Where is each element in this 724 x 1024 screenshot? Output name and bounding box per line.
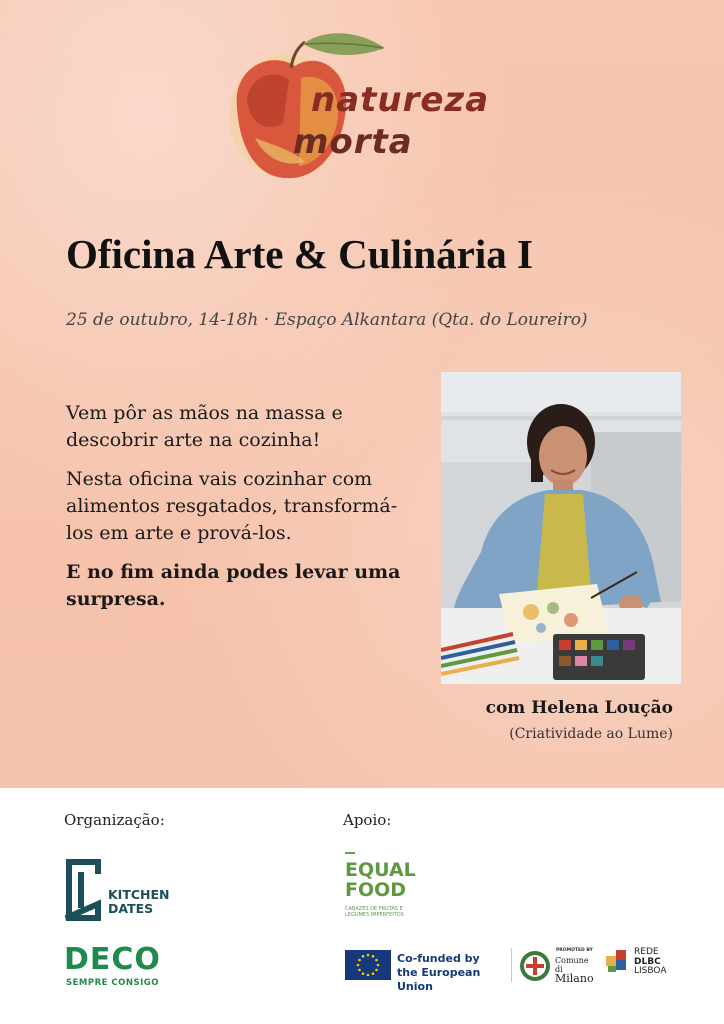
support-label: Apoio: xyxy=(343,811,392,829)
milano-city: Milano xyxy=(555,972,594,985)
deco-logo xyxy=(64,944,161,988)
event-date-location: 25 de outubro, 14-18h · Espaço Alkantara (Qta. do Loureiro) xyxy=(66,310,588,330)
eu-cofunded-text xyxy=(397,952,517,994)
eu-flag-icon xyxy=(345,950,391,980)
comune-di-milano-logo xyxy=(518,948,594,984)
host-photo xyxy=(441,372,681,684)
description-paragraph-3: E no fim ainda podes levar uma surpresa. xyxy=(66,561,401,610)
description-paragraph-1: Vem pôr as mãos na massa e descobrir arte na cozinha! xyxy=(66,402,343,451)
kitchen-dates-mark-icon xyxy=(64,858,104,922)
deco-wordmark: DECO xyxy=(64,942,161,977)
kitchen-dates-wordmark xyxy=(108,888,170,916)
dlbc-wordmark xyxy=(634,948,666,977)
organization-label: Organização: xyxy=(64,811,165,829)
eu-line-1: Co-funded by xyxy=(397,952,480,965)
kitchen-dates-line-1: KITCHEN xyxy=(108,887,170,902)
equal-food-line-1: EQUAL xyxy=(345,859,416,881)
eu-cofunded-logo xyxy=(345,950,481,993)
host-photo-image xyxy=(441,372,681,684)
natureza-morta-logo xyxy=(225,28,515,193)
equal-food-logo xyxy=(345,852,425,918)
milano-comune-di: Comune di xyxy=(555,956,589,974)
milano-crest-icon xyxy=(518,948,552,984)
event-title: Oficina Arte & Culinária I xyxy=(66,231,533,277)
kitchen-dates-line-2: DATES xyxy=(108,901,154,916)
equal-food-tagline: CABAZES DE FRUTAS E LEGUMES IMPERFEITOS xyxy=(345,906,404,918)
eu-line-2: the European Union xyxy=(397,966,481,993)
dlbc-line-1: REDE xyxy=(634,947,659,957)
deco-tagline: SEMPRE CONSIGO xyxy=(66,978,159,988)
logo-word-natureza: natureza xyxy=(311,80,490,120)
logo-divider xyxy=(511,948,512,982)
description-paragraph-2: Nesta oficina vais cozinhar com alimentos resgatados, transformá-los em arte e prová-los. xyxy=(66,468,398,544)
equal-food-line-2: FOOD xyxy=(345,879,407,901)
milano-promoted-by: PROMOTED BY xyxy=(556,948,593,953)
host-name: com Helena Loução xyxy=(485,698,673,718)
rede-dlbc-lisboa-logo xyxy=(604,948,674,984)
dlbc-line-2-text: DLBC xyxy=(634,956,661,967)
kitchen-dates-logo xyxy=(64,858,174,924)
dlbc-line-3: LISBOA xyxy=(634,966,667,976)
host-organization: (Criatividade ao Lume) xyxy=(509,726,673,742)
event-description xyxy=(66,400,406,625)
logo-word-morta: morta xyxy=(293,122,413,162)
dlbc-mark-icon xyxy=(604,948,630,974)
equal-food-bar xyxy=(345,852,355,854)
milano-name xyxy=(555,956,594,984)
